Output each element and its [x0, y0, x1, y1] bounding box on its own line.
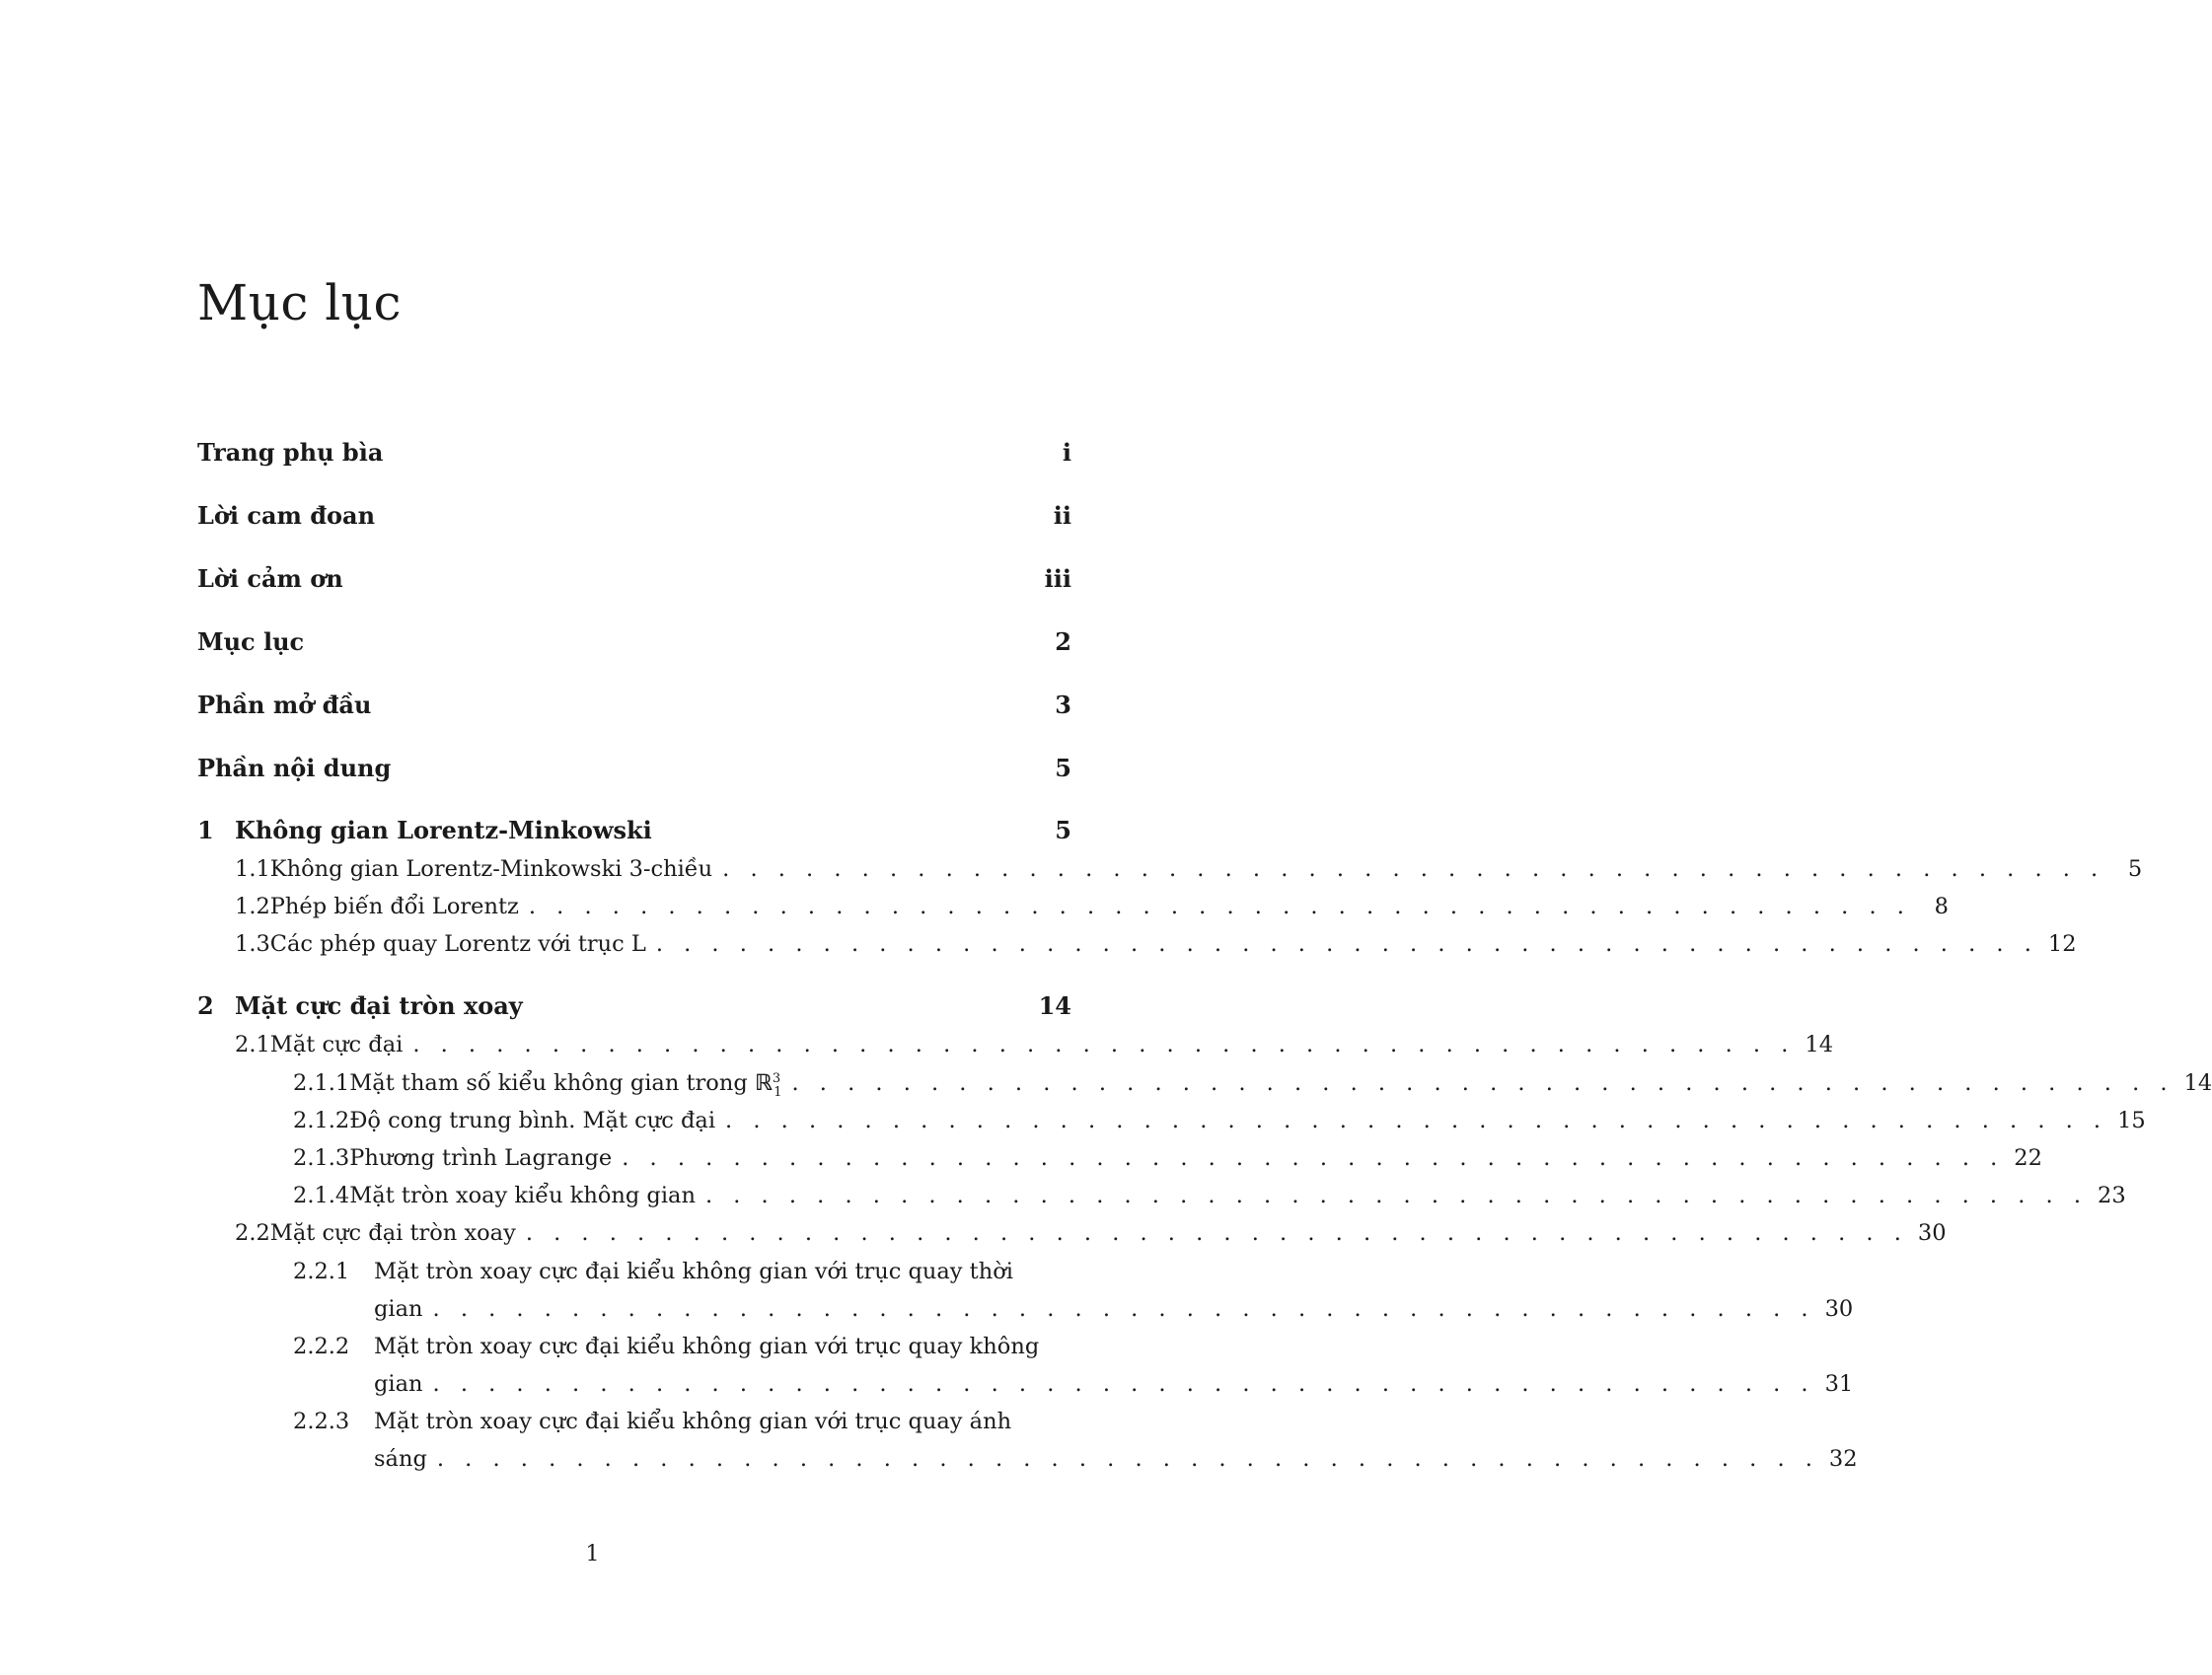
- toc-entry-page: 31: [1824, 1371, 1854, 1397]
- dot-leader: . . . . . . . . . . . . . . . . . . . . . . . . . . . . . . . . . . . . . . . . . . . . . . . . . .: [722, 856, 2105, 882]
- toc-entry-label: Lời cam đoan: [197, 501, 376, 530]
- page-title: Mục lục: [197, 274, 402, 331]
- toc-entry-number: 2.2.3: [293, 1409, 350, 1434]
- toc-entry-label: Mặt tròn xoay cực đại kiểu không gian với trục quay ánh: [374, 1409, 1012, 1434]
- toc-entry-contents[interactable]: [197, 627, 1071, 656]
- toc-chapter-1[interactable]: [197, 816, 1071, 844]
- dot-leader: . . . . . . . . . . . . . . . . . . . . . . . . . . . . . . . . . . . . . . . . . . . . . . . . . .: [725, 1108, 2108, 1133]
- toc-entry-introduction[interactable]: [197, 691, 1071, 719]
- toc-entry-label-cont: gian: [374, 1371, 423, 1397]
- toc-entry-page: 8: [1934, 894, 1949, 919]
- toc-entry-number: 2.2: [235, 1220, 270, 1246]
- toc-entry-page: ii: [1053, 501, 1071, 530]
- toc-entry-page: 30: [1917, 1220, 1947, 1246]
- toc-entry-page: i: [1062, 438, 1071, 467]
- toc-entry-label-cont: sáng: [374, 1446, 427, 1472]
- toc-entry-page: 5: [2127, 856, 2143, 882]
- toc-entry-page: iii: [1044, 564, 1071, 593]
- math-subscript: 1: [774, 1085, 782, 1100]
- math-superscript: 3: [772, 1070, 781, 1086]
- toc-entry-label: Các phép quay Lorentz với trục L: [269, 931, 646, 957]
- toc-entry-number: 2.1.4: [293, 1183, 350, 1208]
- toc-entry-page: 23: [2098, 1183, 2126, 1208]
- table-of-contents: [197, 0, 2212, 1675]
- toc-entry-number: 2: [197, 991, 214, 1020]
- toc-entry-label: Lời cảm ơn: [197, 564, 343, 593]
- toc-entry-page: 3: [1055, 691, 1071, 719]
- toc-entry-number: 2.2.1: [293, 1259, 350, 1284]
- toc-section-2-1[interactable]: [197, 1032, 1834, 1057]
- toc-entry-label: Độ cong trung bình. Mặt cực đại: [349, 1108, 716, 1133]
- toc-subsection-2-1-4[interactable]: [197, 1183, 2126, 1208]
- toc-chapter-2[interactable]: [197, 991, 1071, 1020]
- toc-subsection-2-2-1[interactable]: [197, 1259, 1071, 1284]
- toc-entry-page: 2: [1055, 627, 1071, 656]
- dot-leader: . . . . . . . . . . . . . . . . . . . . . . . . . . . . . . . . . . . . . . . . . . . . . . . . . .: [432, 1371, 1815, 1397]
- toc-entry-number: 1.1: [235, 856, 270, 882]
- dot-leader: . . . . . . . . . . . . . . . . . . . . . . . . . . . . . . . . . . . . . . . . . . . . . . . . . .: [528, 894, 1911, 919]
- toc-subsection-2-2-2-cont[interactable]: [197, 1371, 1854, 1397]
- toc-entry-declaration[interactable]: [197, 501, 1071, 530]
- toc-entry-page: 5: [1055, 816, 1071, 844]
- math-symbol: ℝ: [754, 1070, 773, 1096]
- toc-entry-main-content[interactable]: [197, 754, 1071, 782]
- toc-entry-acknowledgements[interactable]: [197, 564, 1071, 593]
- toc-entry-page: 30: [1824, 1296, 1854, 1322]
- toc-entry-label: Phần nội dung: [197, 754, 392, 782]
- toc-entry-label: Mặt tham số kiểu không gian trong ℝ$^3_1$: [349, 1070, 782, 1100]
- toc-subsection-2-1-3[interactable]: [197, 1145, 2042, 1171]
- toc-entry-page: 14: [1805, 1032, 1834, 1057]
- toc-entry-label-cont: gian: [374, 1296, 423, 1322]
- toc-entry-page: 15: [2117, 1108, 2146, 1133]
- toc-entry-number: 2.1.1: [293, 1070, 350, 1096]
- toc-subsection-2-2-2[interactable]: [197, 1334, 1071, 1359]
- toc-entry-label: Mặt tròn xoay cực đại kiểu không gian với trục quay không: [374, 1334, 1040, 1359]
- toc-subsection-2-2-3[interactable]: [197, 1409, 1071, 1434]
- toc-entry-number: 2.1.2: [293, 1108, 350, 1133]
- toc-entry-label: Trang phụ bìa: [197, 438, 384, 467]
- toc-subsection-2-2-1-cont[interactable]: [197, 1296, 1854, 1322]
- dot-leader: . . . . . . . . . . . . . . . . . . . . . . . . . . . . . . . . . . . . . . . . . . . . . . . . . .: [655, 931, 2038, 957]
- toc-entry-cover[interactable]: [197, 438, 1071, 467]
- dot-leader: . . . . . . . . . . . . . . . . . . . . . . . . . . . . . . . . . . . . . . . . . . . . . . . . . .: [704, 1183, 2088, 1208]
- toc-entry-page: 14: [1038, 991, 1071, 1020]
- toc-entry-number: 2.2.2: [293, 1334, 350, 1359]
- page-number: 1: [585, 1542, 600, 1566]
- toc-entry-label: Mặt cực đại: [269, 1032, 404, 1057]
- toc-entry-label: Mặt cực đại tròn xoay: [235, 991, 523, 1020]
- toc-section-2-2[interactable]: [197, 1220, 1947, 1246]
- dot-leader: . . . . . . . . . . . . . . . . . . . . . . . . . . . . . . . . . . . . . . . . . . . . . . . . . .: [432, 1296, 1815, 1322]
- toc-section-1-2[interactable]: [197, 894, 1949, 919]
- toc-entry-page: 14: [2183, 1070, 2212, 1096]
- toc-entry-number: 2.1: [235, 1032, 270, 1057]
- toc-entry-label: Mặt tròn xoay cực đại kiểu không gian với trục quay thời: [374, 1259, 1013, 1284]
- dot-leader: . . . . . . . . . . . . . . . . . . . . . . . . . . . . . . . . . . . . . . . . . . . . . . . . . .: [525, 1220, 1908, 1246]
- toc-entry-label: Không gian Lorentz-Minkowski: [235, 816, 652, 844]
- toc-entry-label: Phần mở đầu: [197, 691, 372, 719]
- dot-leader: . . . . . . . . . . . . . . . . . . . . . . . . . . . . . . . . . . . . . . . . . . . . . . . . . .: [412, 1032, 1796, 1057]
- toc-section-1-1[interactable]: [197, 856, 2143, 882]
- dot-leader: . . . . . . . . . . . . . . . . . . . . . . . . . . . . . . . . . . . . . . . . . . . . . . . . . .: [622, 1145, 2005, 1171]
- toc-entry-number: 1.2: [235, 894, 270, 919]
- toc-subsection-2-2-3-cont[interactable]: [197, 1446, 1858, 1472]
- toc-entry-page: 22: [2014, 1145, 2042, 1171]
- toc-subsection-2-1-1[interactable]: [197, 1070, 2212, 1100]
- dot-leader: . . . . . . . . . . . . . . . . . . . . . . . . . . . . . . . . . . . . . . . . . . . . . . . . . .: [436, 1446, 1819, 1472]
- toc-entry-page: 32: [1828, 1446, 1858, 1472]
- toc-entry-label: Mặt tròn xoay kiểu không gian: [349, 1183, 696, 1208]
- toc-section-1-3[interactable]: [197, 931, 2077, 957]
- toc-entry-page: 5: [1055, 754, 1071, 782]
- toc-entry-label: Mặt cực đại tròn xoay: [269, 1220, 516, 1246]
- dot-leader: . . . . . . . . . . . . . . . . . . . . . . . . . . . . . . . . . . . . . . . . . . . . . . . . . .: [791, 1070, 2175, 1096]
- toc-entry-number: 1: [197, 816, 214, 844]
- toc-entry-page: 12: [2047, 931, 2077, 957]
- toc-entry-number: 2.1.3: [293, 1145, 350, 1171]
- toc-entry-label: Không gian Lorentz-Minkowski 3-chiều: [269, 856, 713, 882]
- toc-entry-label: Phương trình Lagrange: [349, 1145, 613, 1171]
- toc-entry-label: Mục lục: [197, 627, 305, 656]
- toc-subsection-2-1-2[interactable]: [197, 1108, 2146, 1133]
- toc-entry-number: 1.3: [235, 931, 270, 957]
- toc-entry-label: Phép biến đổi Lorentz: [269, 894, 519, 919]
